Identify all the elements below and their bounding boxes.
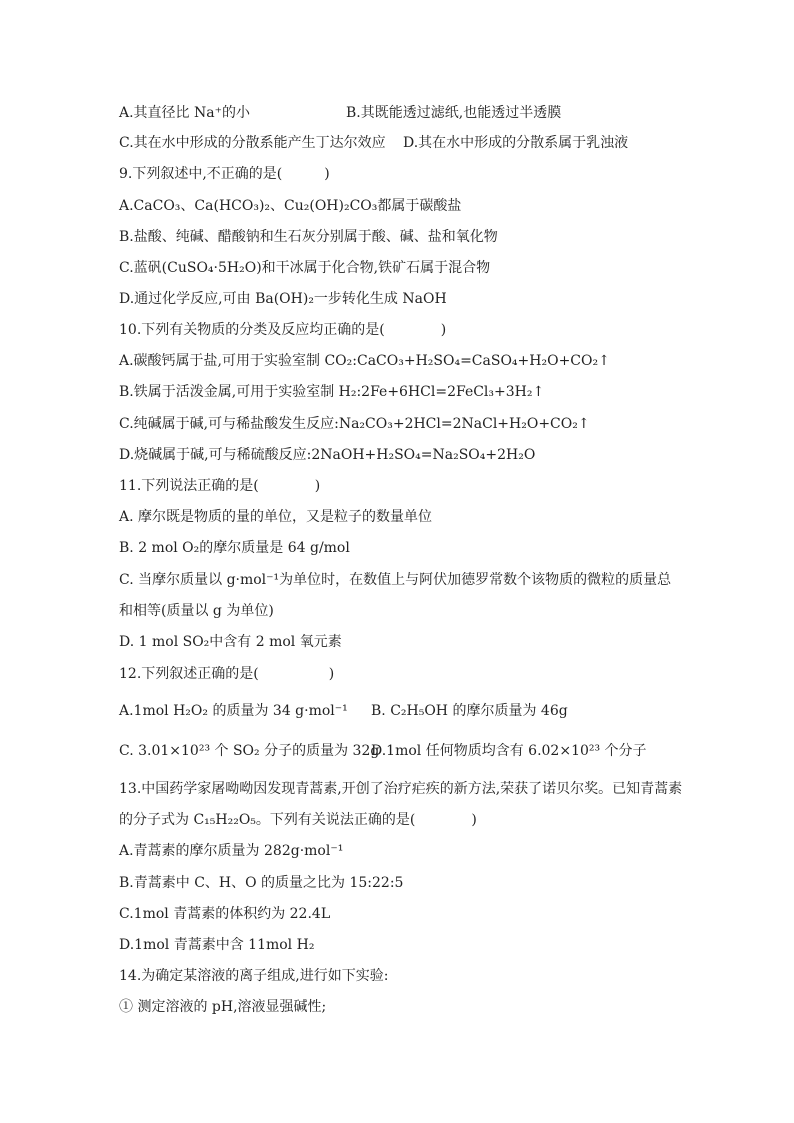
q9-option-b: B.盐酸、纯碱、醋酸钠和生石灰分别属于酸、碱、盐和氧化物 xyxy=(119,229,498,245)
q13-stem: 13.中国药学家屠呦呦因发现青蒿素,开创了治疗疟疾的新方法,荣获了诺贝尔奖。已知青蒿素 xyxy=(119,781,683,797)
q13-option-b: B.青蒿素中 C、H、O 的质量之比为 15:22:5 xyxy=(119,875,404,891)
q8-option-c: C.其在水中形成的分散系能产生丁达尔效应 xyxy=(119,135,386,151)
q12-stem: 12.下列叙述正确的是( ) xyxy=(119,666,335,682)
q10-option-a: A.碳酸钙属于盐,可用于实验室制 CO₂:CaCO₃+H₂SO₄=CaSO₄+H₂O+CO₂↑ xyxy=(119,353,610,369)
q9-option-d: D.通过化学反应,可由 Ba(OH)₂一步转化生成 NaOH xyxy=(119,291,447,307)
q13-option-a: A.青蒿素的摩尔质量为 282g·mol⁻¹ xyxy=(119,843,344,859)
q10-stem: 10.下列有关物质的分类及反应均正确的是( ) xyxy=(119,322,447,338)
q8-option-a: A.其直径比 Na⁺的小 xyxy=(119,105,250,121)
q12-option-a: A.1mol H₂O₂ 的质量为 34 g·mol⁻¹ xyxy=(119,703,348,719)
q12-option-b: B. C₂H₅OH 的摩尔质量为 46g xyxy=(371,703,568,719)
q11-option-b: B. 2 mol O₂的摩尔质量是 64 g/mol xyxy=(119,540,350,556)
q14-step-1: ① 测定溶液的 pH,溶液显强碱性; xyxy=(119,999,327,1015)
q13-option-d: D.1mol 青蒿素中含 11mol H₂ xyxy=(119,937,315,953)
q8-option-b: B.其既能透过滤纸,也能透过半透膜 xyxy=(346,105,562,121)
q10-option-d: D.烧碱属于碱,可与稀硫酸反应:2NaOH+H₂SO₄=Na₂SO₄+2H₂O xyxy=(119,447,536,463)
q10-option-c: C.纯碱属于碱,可与稀盐酸发生反应:Na₂CO₃+2HCl=2NaCl+H₂O+CO₂↑ xyxy=(119,416,590,432)
q11-option-c-cont: 和相等(质量以 g 为单位) xyxy=(119,603,274,619)
q9-option-a: A.CaCO₃、Ca(HCO₃)₂、Cu₂(OH)₂CO₃都属于碳酸盐 xyxy=(119,198,462,214)
q14-stem: 14.为确定某溶液的离子组成,进行如下实验: xyxy=(119,968,389,984)
q12-option-c: C. 3.01×10²³ 个 SO₂ 分子的质量为 32g xyxy=(119,743,380,759)
q12-option-d: D.1mol 任何物质均含有 6.02×10²³ 个分子 xyxy=(371,743,647,759)
q9-stem: 9.下列叙述中,不正确的是( ) xyxy=(119,166,330,182)
q11-option-c: C. 当摩尔质量以 g·mol⁻¹为单位时，在数值上与阿伏加德罗常数个该物质的微粒的质量总 xyxy=(119,572,672,588)
q11-option-d: D. 1 mol SO₂中含有 2 mol 氧元素 xyxy=(119,634,342,650)
q13-option-c: C.1mol 青蒿素的体积约为 22.4L xyxy=(119,906,331,922)
q13-stem-cont: 的分子式为 C₁₅H₂₂O₅。下列有关说法正确的是( ) xyxy=(119,812,477,828)
q9-option-c: C.蓝矾(CuSO₄·5H₂O)和干冰属于化合物,铁矿石属于混合物 xyxy=(119,260,491,276)
q10-option-b: B.铁属于活泼金属,可用于实验室制 H₂:2Fe+6HCl=2FeCl₃+3H₂↑ xyxy=(119,384,545,400)
q11-stem: 11.下列说法正确的是( ) xyxy=(119,478,321,494)
q11-option-a: A. 摩尔既是物质的量的单位，又是粒子的数量单位 xyxy=(119,509,433,525)
q8-option-d: D.其在水中形成的分散系属于乳浊液 xyxy=(403,135,629,151)
